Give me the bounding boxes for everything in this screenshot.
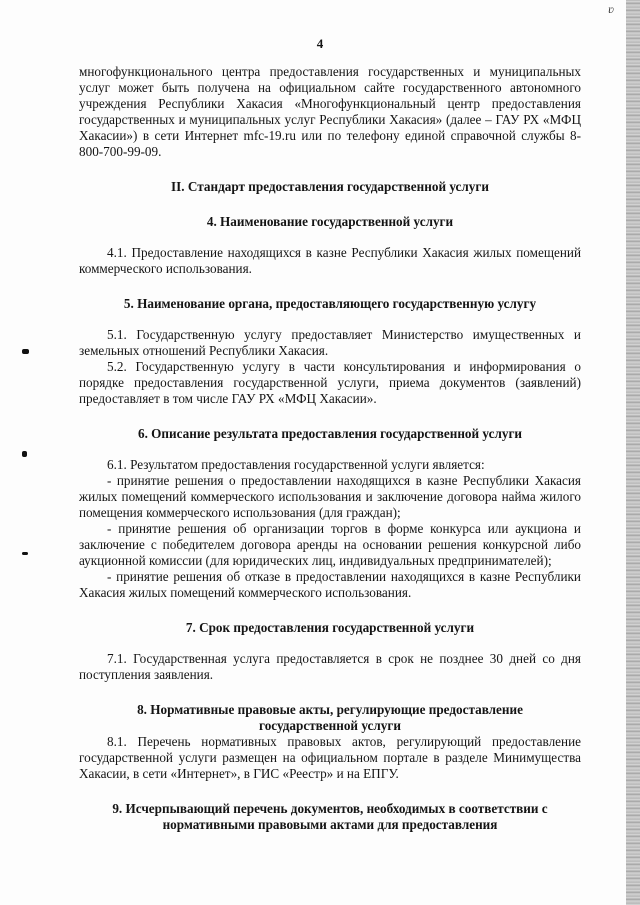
paragraph-6-1: 6.1. Результатом предоставления государственной услуги является:	[107, 457, 485, 472]
paragraph-7-1: 7.1. Государственная услуга предоставляется в срок не позднее 30 дней со дня поступления заявления.	[79, 651, 581, 682]
heading-9-line-1: 9. Исчерпывающий перечень документов, необходимых в соответствии с	[112, 801, 548, 816]
heading-4: 4. Наименование государственной услуги	[206, 214, 454, 229]
paragraph-5-1: 5.1. Государственную услугу предоставляет Министерство имущественных и земельных отношений Республики Хакасия.	[79, 327, 581, 358]
document-body	[79, 64, 581, 833]
margin-scan-mark	[22, 552, 28, 555]
section-title: II. Стандарт предоставления государственной услуги	[171, 179, 489, 194]
scan-edge-shadow	[626, 0, 640, 905]
corner-handwritten-mark: ʋ	[608, 2, 614, 16]
page-number: 4	[316, 36, 324, 51]
heading-5: 5. Наименование органа, предоставляющего государственную услугу	[123, 296, 537, 311]
heading-8-line-1: 8. Нормативные правовые акты, регулирующие предоставление	[137, 702, 523, 717]
paragraph-6-item-2: - принятие решения об организации торгов в форме конкурса или аукциона и заключение с победителем договора аренды на основании решения конкурсной либо аукционной комиссии (для юридических лиц, индивидуальных предпринимателей);	[79, 521, 581, 568]
paragraph-8-1: 8.1. Перечень нормативных правовых актов, регулирующий предоставление государственной услуги размещен на официальном портале в разделе Минимущества Хакасии, в сети «Интернет», в ГИС «Реестр» и на ЕПГУ.	[79, 734, 581, 781]
paragraph-5-2: 5.2. Государственную услугу в части консультирования и информирования о порядке предоставления государственной услуги, приема документов (заявлений) предоставляет в том числе ГАУ РХ «МФЦ Хакасии».	[79, 359, 581, 406]
margin-scan-mark	[22, 349, 29, 354]
paragraph-6-item-1: - принятие решения о предоставлении находящихся в казне Республики Хакасия жилых помещений коммерческого использования и заключение договора найма жилого помещения коммерческого использования (для граждан);	[79, 473, 581, 520]
paragraph-6-item-3: - принятие решения об отказе в предоставлении находящихся в казне Республики Хакасия жилых помещений коммерческого использования.	[79, 569, 581, 600]
heading-8-line-2: государственной услуги	[259, 718, 401, 733]
margin-scan-mark	[22, 451, 27, 457]
heading-7: 7. Срок предоставления государственной услуги	[185, 620, 475, 635]
heading-9-line-2: нормативными правовыми актами для предоставления	[162, 817, 498, 832]
paragraph-4-1: 4.1. Предоставление находящихся в казне Республики Хакасия жилых помещений коммерческого использования.	[79, 245, 581, 276]
intro-paragraph: многофункционального центра предоставления государственных и муниципальных услуг может быть получена на официальном сайте государственного автономного учреждения Республики Хакасия «Многофункциональный центр предоставления государственных и муниципальных услуг Республики Хакасия» (далее – ГАУ РХ «МФЦ Хакасии») в сети Интернет mfc-19.ru или по телефону единой справочной службы 8-800-700-99-09.	[79, 64, 581, 159]
heading-6: 6. Описание результата предоставления государственной услуги	[137, 426, 523, 441]
